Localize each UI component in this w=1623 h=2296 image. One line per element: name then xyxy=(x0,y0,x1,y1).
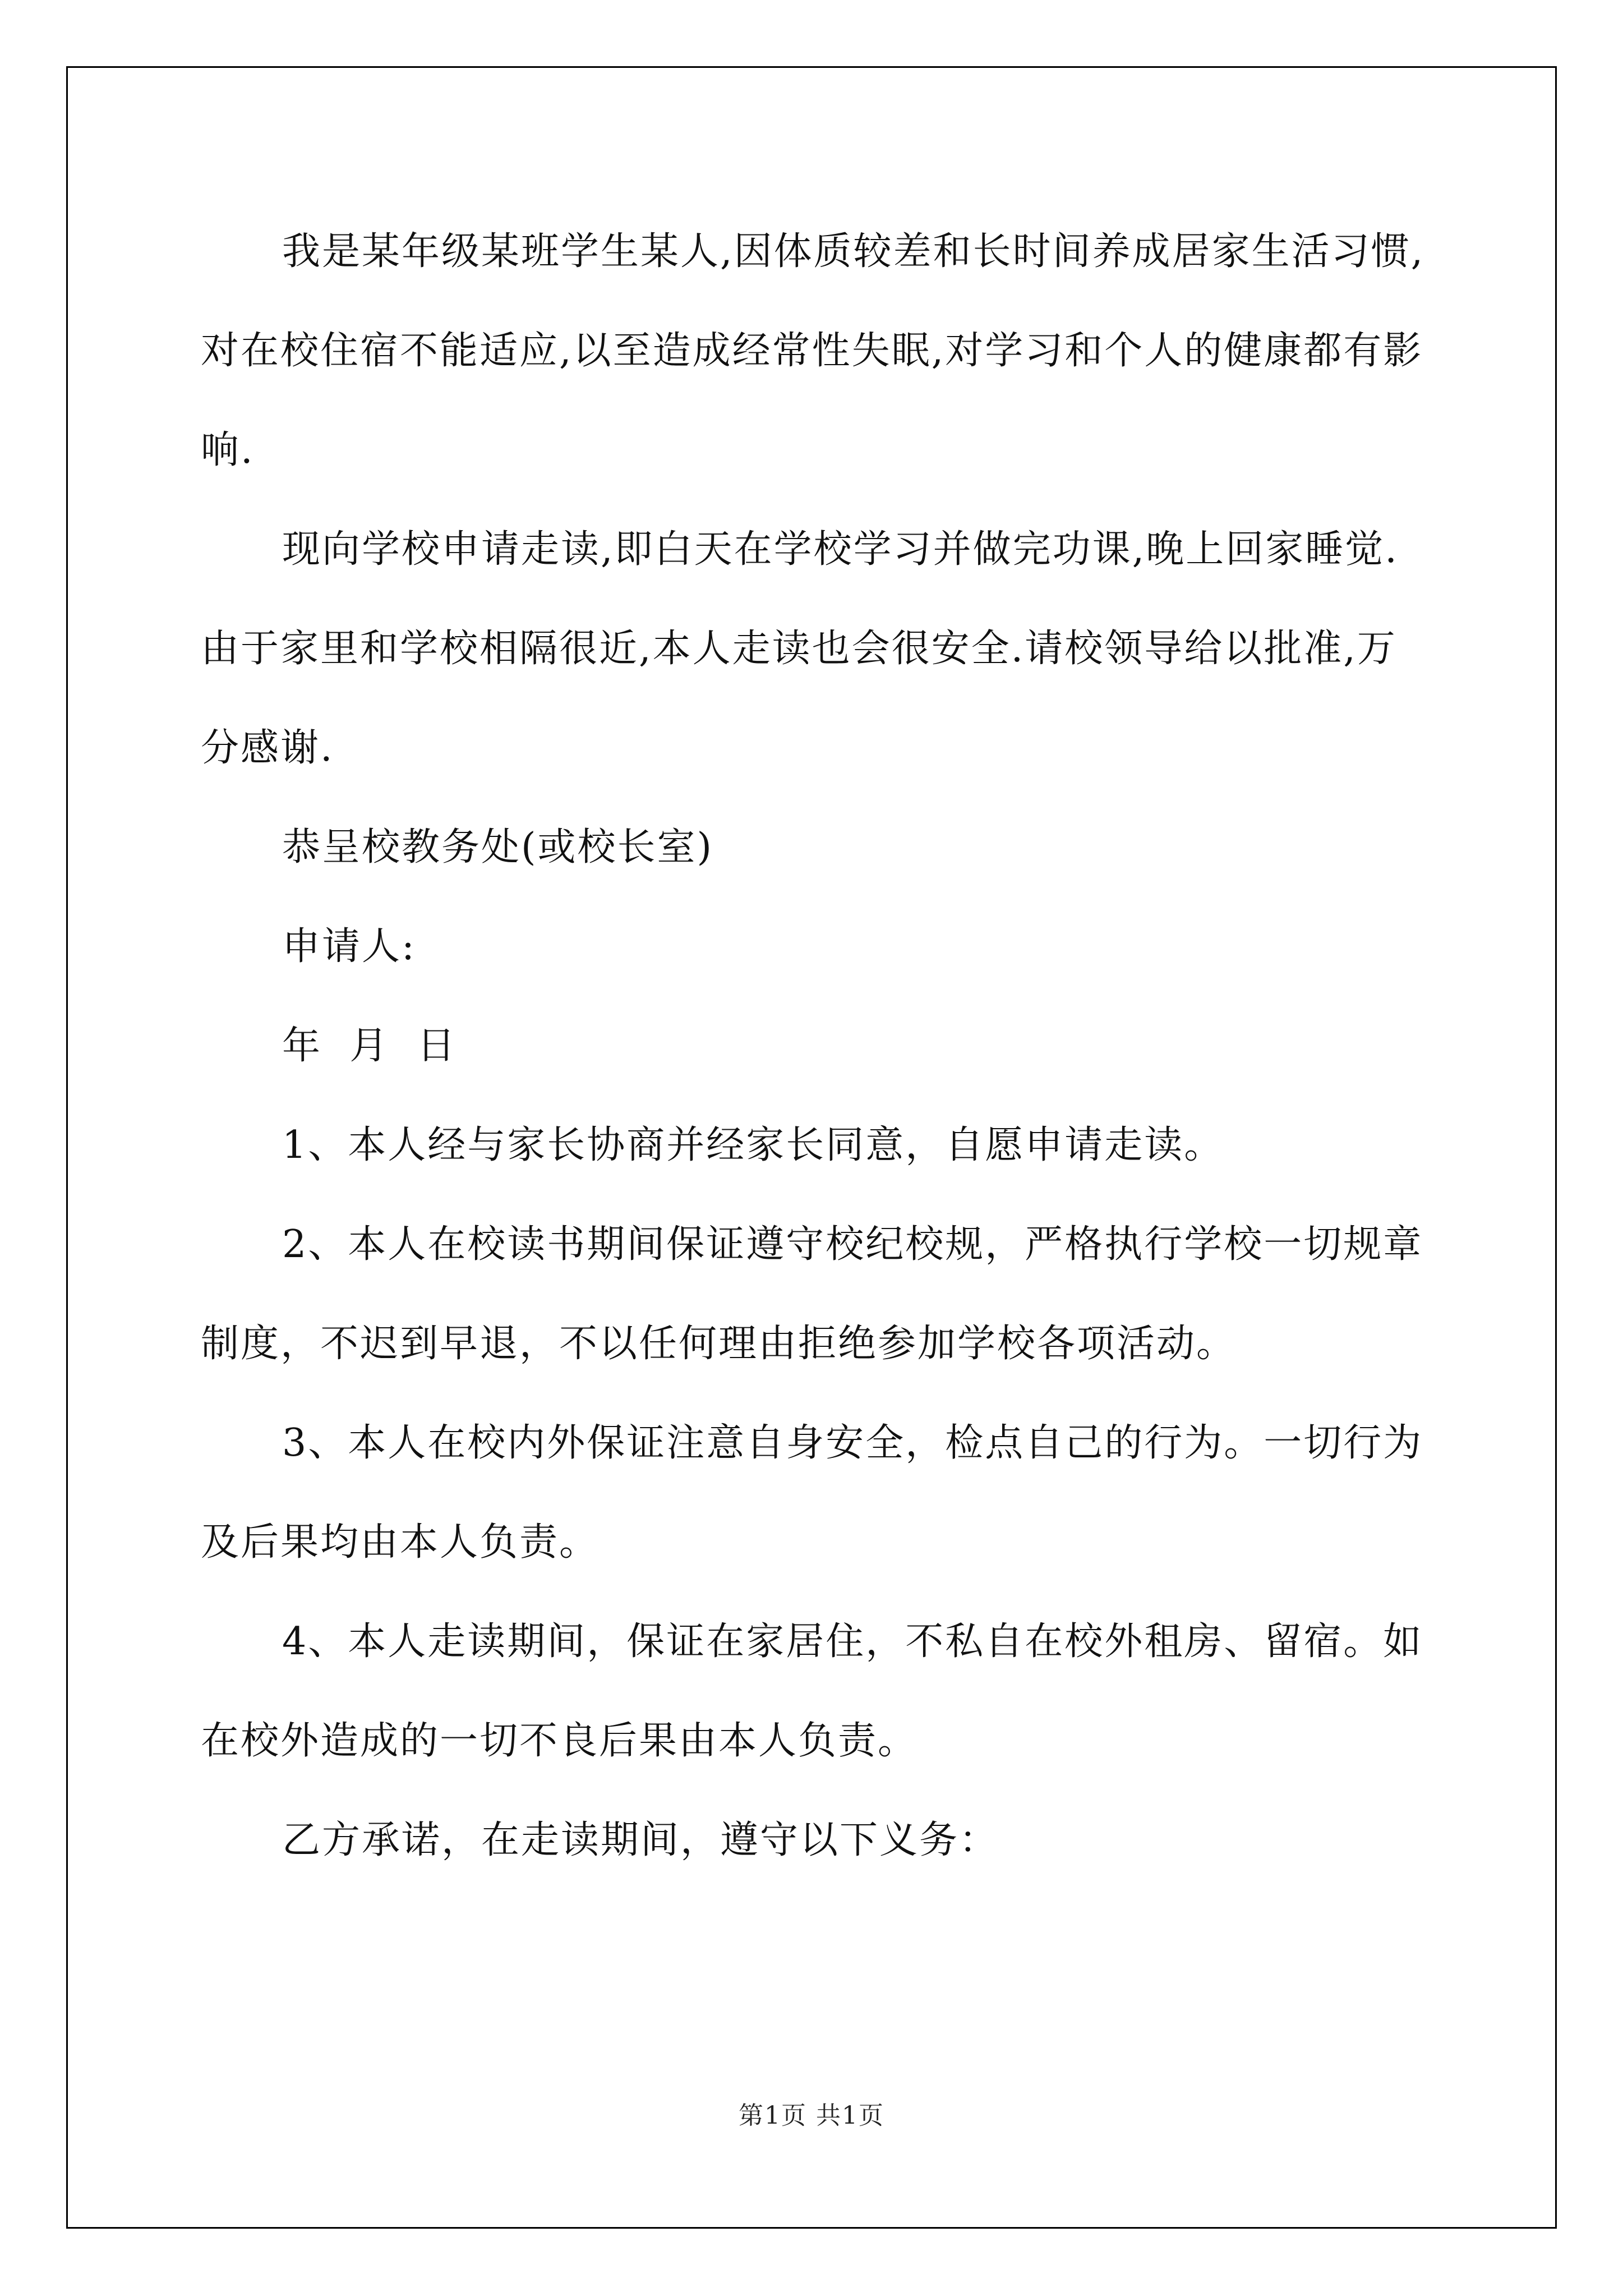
paragraph-commitment: 乙方承诺，在走读期间，遵守以下义务： xyxy=(282,1818,999,1862)
paragraph-applicant: 申请人: xyxy=(282,924,416,969)
paragraph-request: 现向学校申请走读,即白天在学校学习并做完功课,晚上回家睡觉.由于家里和学校相隔很近,本人走读也会很安全.请校领导给以批准,万分感谢. xyxy=(201,527,1399,770)
list-item-3: 3、本人在校内外保证注意自身安全，检点自己的行为。一切行为及后果均由本人负责。 xyxy=(201,1421,1423,1565)
list-item-4: 4、本人走读期间，保证在家居住，不私自在校外租房、留宿。如在校外造成的一切不良后果由本人负责。 xyxy=(201,1619,1423,1763)
paragraph-reason: 我是某年级某班学生某人,因体质较差和长时间养成居家生活习惯,对在校住宿不能适应,以至造成经常性失眠,对学习和个人的健康都有影响. xyxy=(201,229,1425,472)
list-item-2: 2、本人在校读书期间保证遵守校纪校规，严格执行学校一切规章制度，不迟到早退，不以任何理由拒绝参加学校各项活动。 xyxy=(201,1222,1423,1366)
list-item-1: 1、本人经与家长协商并经家长同意，自愿申请走读。 xyxy=(282,1123,1224,1167)
page-number-footer: 第1页 共1页 xyxy=(739,2101,884,2130)
document-body xyxy=(201,202,1427,1890)
paragraph-addressee: 恭呈校教务处(或校长室) xyxy=(282,825,714,869)
paragraph-date: 年 月 日 xyxy=(282,1024,457,1068)
